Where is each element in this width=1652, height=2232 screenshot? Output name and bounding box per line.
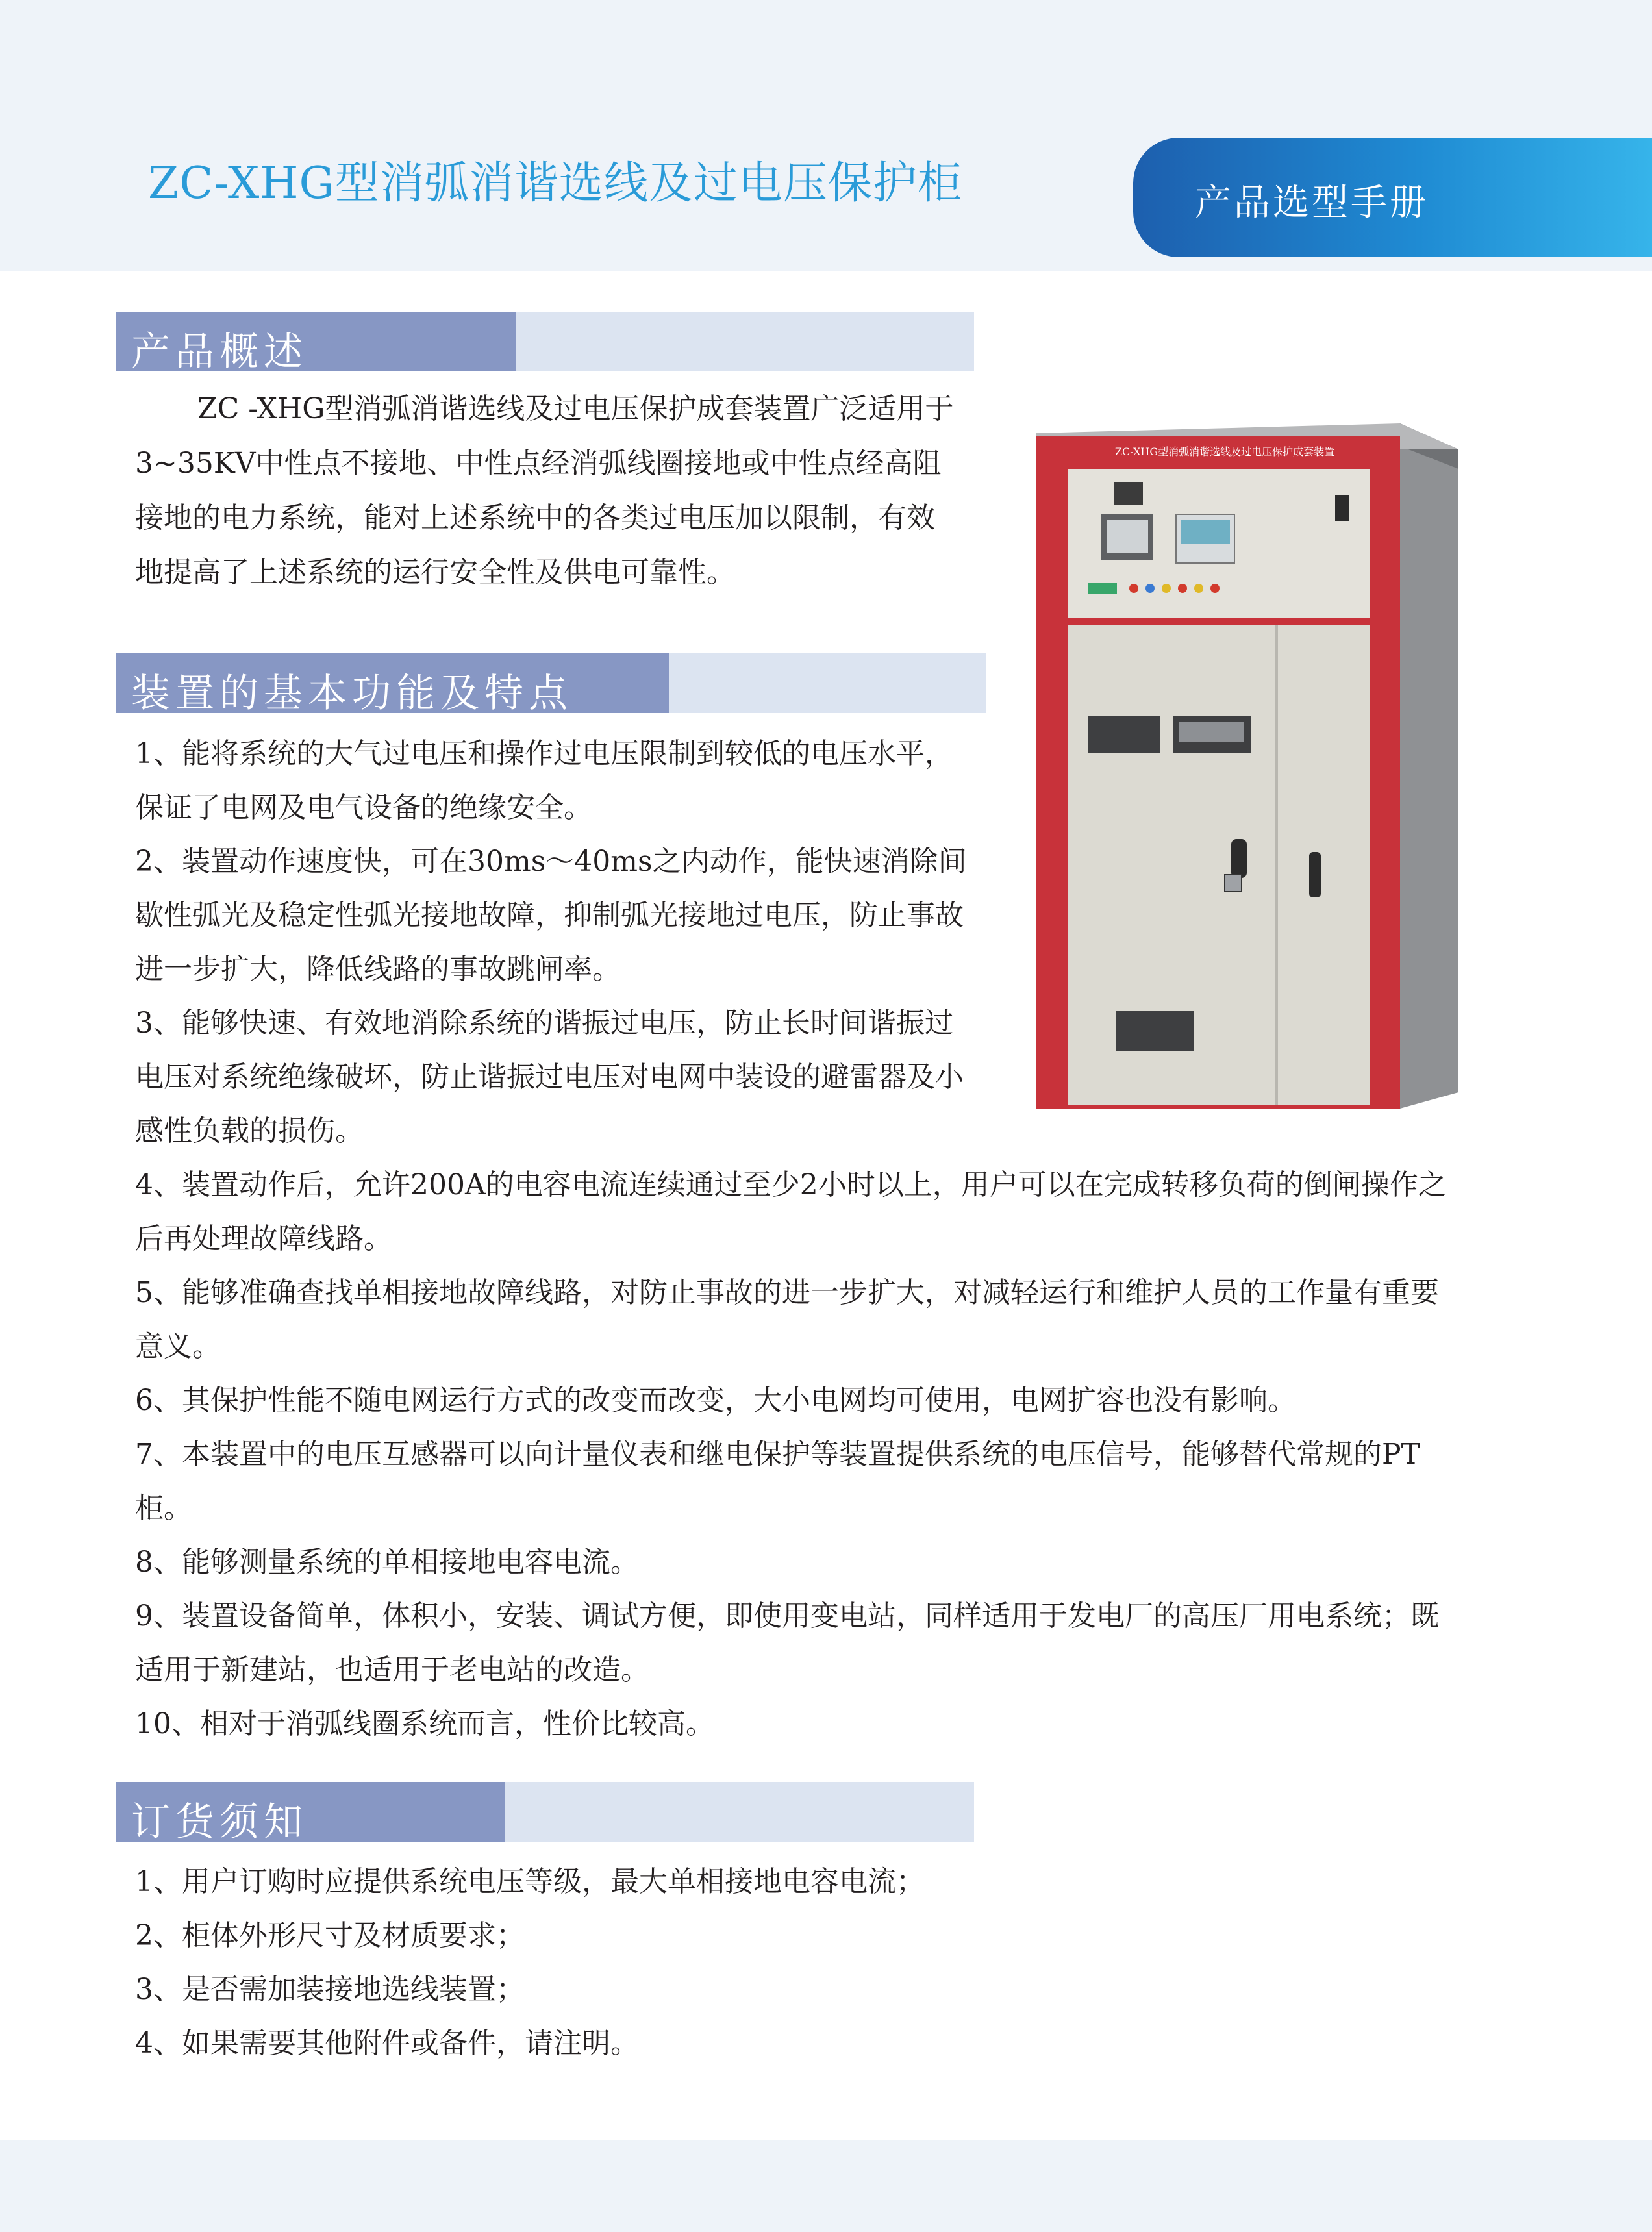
- section-heading-text: 订货须知: [131, 1799, 308, 1845]
- feature-line: 2、装置动作速度快，可在30ms～40ms之内动作，能快速消除间: [135, 845, 967, 878]
- cabinet-label: ZC-XHG型消弧消谐选线及过电压保护成套装置: [1114, 445, 1335, 458]
- feature-line: 1、能将系统的大气过电压和操作过电压限制到较低的电压水平，: [135, 737, 953, 770]
- feature-line: 意义。: [135, 1330, 221, 1363]
- feature-line: 9、装置设备简单，体积小，安装、调试方便，即使用变电站，同样适用于发电厂的高压厂用电系统；既: [135, 1599, 1439, 1633]
- feature-line: 后再处理故障线路。: [135, 1222, 392, 1255]
- document-title: ZC-XHG型消弧消谐选线及过电压保护柜: [148, 158, 962, 209]
- feature-line: 6、其保护性能不随电网运行方式的改变而改变，大小电网均可使用，电网扩容也没有影响。: [135, 1384, 1296, 1417]
- section-heading-text: 产品概述: [131, 329, 308, 375]
- section-heading-ordering: [116, 1782, 974, 1845]
- section-heading-text: 装置的基本功能及特点: [131, 671, 573, 716]
- ordering-line: 3、是否需加装接地选线装置；: [135, 1973, 525, 2006]
- feature-line: 保证了电网及电气设备的绝缘安全。: [135, 791, 592, 824]
- catalog-tab-label: 产品选型手册: [1195, 182, 1429, 224]
- section-heading-block: [116, 312, 516, 375]
- feature-line: 感性负载的损伤。: [135, 1114, 364, 1147]
- feature-line: 10、相对于消弧线圈系统而言，性价比较高。: [135, 1707, 714, 1740]
- ordering-line: 1、用户订购时应提供系统电压等级，最大单相接地电容电流；: [135, 1865, 925, 1898]
- catalog-tab: [1133, 138, 1652, 257]
- feature-line: 进一步扩大，降低线路的事故跳闸率。: [135, 953, 621, 986]
- feature-line: 歇性弧光及稳定性弧光接地故障，抑制弧光接地过电压，防止事故: [135, 899, 964, 932]
- feature-line: 7、本装置中的电压互感器可以向计量仪表和继电保护等装置提供系统的电压信号，能够替代常规的PT: [135, 1438, 1420, 1471]
- section-heading-overview: [116, 312, 974, 375]
- feature-line: 5、能够准确查找单相接地故障线路，对防止事故的进一步扩大，对减轻运行和维护人员的工作量有重要: [135, 1276, 1439, 1309]
- ordering-line: 4、如果需要其他附件或备件，请注明。: [135, 2027, 639, 2060]
- footer-band: [0, 2140, 1652, 2232]
- section-heading-features: [116, 653, 986, 716]
- section-heading-block: [116, 653, 669, 716]
- overview-line: 地提高了上述系统的运行安全性及供电可靠性。: [135, 556, 735, 589]
- feature-line: 适用于新建站，也适用于老电站的改造。: [135, 1653, 649, 1687]
- feature-line: 电压对系统绝缘破坏，防止谐振过电压对电网中装设的避雷器及小: [135, 1060, 964, 1094]
- overview-line: ZC -XHG型消弧消谐选线及过电压保护成套装置广泛适用于: [197, 392, 954, 425]
- section-heading-block: [116, 1782, 505, 1845]
- cabinet-side-panel: [1400, 423, 1458, 1109]
- ordering-line: 2、柜体外形尺寸及材质要求；: [135, 1919, 525, 1952]
- overview-line: 接地的电力系统，能对上述系统中的各类过电压加以限制，有效: [135, 501, 935, 534]
- cabinet-lower-door: [1068, 625, 1370, 1105]
- feature-line: 3、能够快速、有效地消除系统的谐振过电压，防止长时间谐振过: [135, 1007, 953, 1040]
- feature-line: 8、能够测量系统的单相接地电容电流。: [135, 1546, 639, 1579]
- overview-line: 3~35KV中性点不接地、中性点经消弧线圈接地或中性点经高阻: [135, 447, 942, 480]
- feature-line: 柜。: [135, 1492, 192, 1525]
- product-cabinet-photo: [1036, 397, 1464, 1112]
- feature-line: 4、装置动作后，允许200A的电容电流连续通过至少2小时以上，用户可以在完成转移负荷的倒闸操作之: [135, 1168, 1447, 1201]
